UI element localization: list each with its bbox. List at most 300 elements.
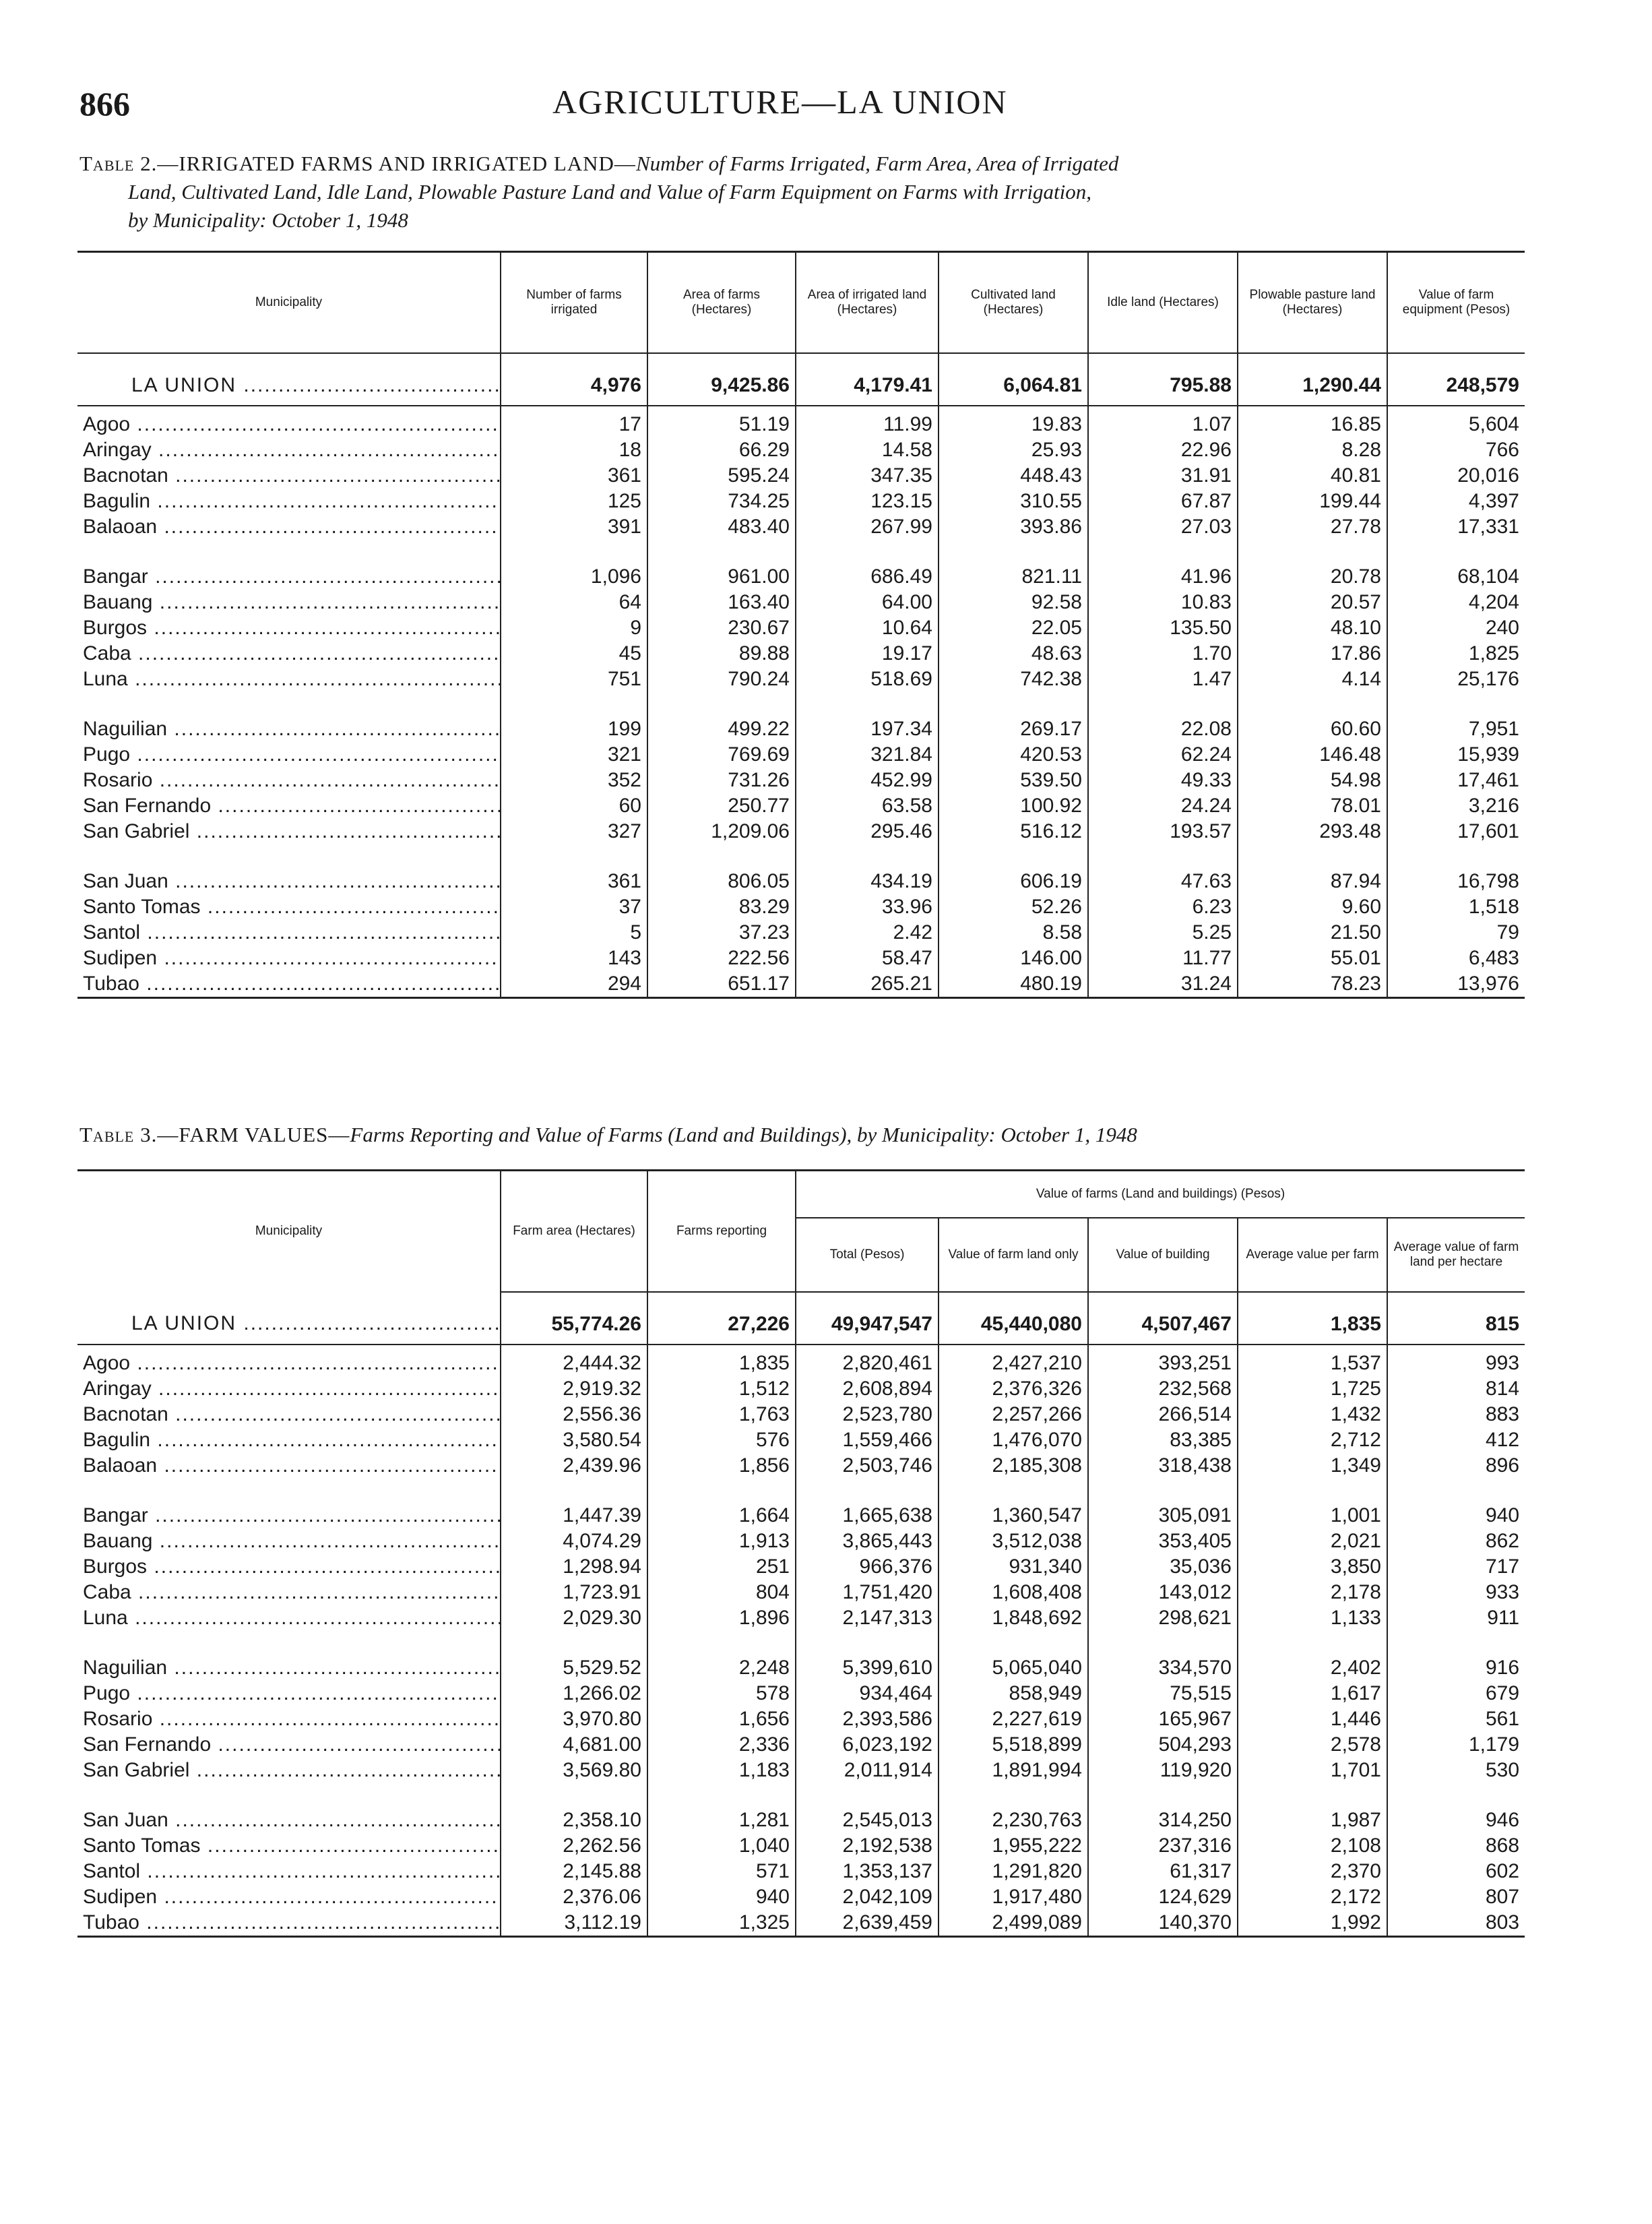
table-cell: 55.01 — [1238, 946, 1387, 971]
table3-row — [77, 1453, 1525, 1479]
table-cell: 66.29 — [647, 437, 796, 463]
table3-row — [77, 1479, 1525, 1528]
municipality-name: Santol ..... — [77, 1859, 501, 1884]
table-cell: 17.86 — [1238, 641, 1387, 667]
table-cell: 561 — [1387, 1706, 1525, 1732]
table-cell: 14.58 — [796, 437, 939, 463]
table3 — [77, 1169, 1525, 1938]
table-cell: 2,556.36 — [501, 1402, 647, 1427]
table-cell: 393.86 — [939, 514, 1088, 540]
table-cell: 67.87 — [1088, 489, 1238, 514]
table3-total-cell: 4,507,467 — [1088, 1292, 1238, 1345]
table-cell: 60.60 — [1238, 692, 1387, 742]
table2-row — [77, 894, 1525, 920]
table-cell: 940 — [1387, 1479, 1525, 1528]
table3-row — [77, 1605, 1525, 1631]
table-cell: 361 — [501, 463, 647, 489]
table2-row — [77, 540, 1525, 590]
table3-caption-lead: Table 3.—FARM VALUES— — [80, 1123, 350, 1146]
municipality-name: Bagulin ..... — [77, 489, 501, 514]
table2-row — [77, 641, 1525, 667]
table-cell: 15,939 — [1387, 742, 1525, 768]
table-cell: 1,656 — [647, 1706, 796, 1732]
table-cell: 868 — [1387, 1833, 1525, 1859]
table-cell: 37.23 — [647, 920, 796, 946]
municipality-name: Luna ..... — [77, 1605, 501, 1631]
municipality-name: Pugo ..... — [77, 742, 501, 768]
municipality-name: San Gabriel ..... — [77, 819, 501, 844]
table-cell: 961.00 — [647, 540, 796, 590]
table-cell: 1,608,408 — [939, 1580, 1088, 1605]
table-cell: 19.83 — [939, 406, 1088, 437]
municipality-name: Santo Tomas ..... — [77, 1833, 501, 1859]
table2-total-name: LA UNION ..... — [77, 353, 501, 406]
table2-header-equipment: Value of farm equipment (Pesos) — [1387, 252, 1525, 353]
municipality-name: Tubao ..... — [77, 971, 501, 998]
table-cell: 1,835 — [647, 1345, 796, 1376]
table-cell: 87.94 — [1238, 844, 1387, 894]
table-cell: 1,446 — [1238, 1706, 1387, 1732]
table-cell: 931,340 — [939, 1554, 1088, 1580]
table-cell: 1,349 — [1238, 1453, 1387, 1479]
table2-row — [77, 844, 1525, 894]
municipality-name: Bauang ..... — [77, 590, 501, 615]
table-cell: 1,360,547 — [939, 1479, 1088, 1528]
table-cell: 11.77 — [1088, 946, 1238, 971]
table-cell: 123.15 — [796, 489, 939, 514]
table-cell: 530 — [1387, 1758, 1525, 1783]
table2-caption-line2: Land, Cultivated Land, Idle Land, Plowable Pasture Land and Value of Farm Equipment on Farms with Irrigation, — [128, 180, 1092, 204]
table3-header-top — [77, 1171, 1525, 1218]
table-cell: 10.83 — [1088, 590, 1238, 615]
table-cell: 305,091 — [1088, 1479, 1238, 1528]
table-cell: 334,570 — [1088, 1631, 1238, 1681]
table-cell: 539.50 — [939, 768, 1088, 793]
table3-row — [77, 1345, 1525, 1376]
table-cell: 251 — [647, 1554, 796, 1580]
table-cell: 966,376 — [796, 1554, 939, 1580]
table-cell: 1,825 — [1387, 641, 1525, 667]
table-cell: 1,617 — [1238, 1681, 1387, 1706]
table-cell: 516.12 — [939, 819, 1088, 844]
table3-header-farm-area: Farm area (Hectares) — [501, 1171, 647, 1292]
table-cell: 571 — [647, 1859, 796, 1884]
table-cell: 2,545,013 — [796, 1783, 939, 1833]
table-cell: 352 — [501, 768, 647, 793]
table-cell: 1,665,638 — [796, 1479, 939, 1528]
municipality-name: San Gabriel ..... — [77, 1758, 501, 1783]
table-cell: 10.64 — [796, 615, 939, 641]
table-cell: 146.00 — [939, 946, 1088, 971]
table-cell: 6,023,192 — [796, 1732, 939, 1758]
table-cell: 62.24 — [1088, 742, 1238, 768]
table-cell: 1,133 — [1238, 1605, 1387, 1631]
table-cell: 448.43 — [939, 463, 1088, 489]
table-cell: 412 — [1387, 1427, 1525, 1453]
table-cell: 17 — [501, 406, 647, 437]
table3-caption — [80, 1121, 1137, 1149]
table-cell: 858,949 — [939, 1681, 1088, 1706]
table-cell: 2,178 — [1238, 1580, 1387, 1605]
table-cell: 1,955,222 — [939, 1833, 1088, 1859]
table-cell: 124,629 — [1088, 1884, 1238, 1910]
table-cell: 1,891,994 — [939, 1758, 1088, 1783]
table-cell: 717 — [1387, 1554, 1525, 1580]
table2-header-irrigated-area: Area of irrigated land (Hectares) — [796, 252, 939, 353]
table2-header — [77, 252, 1525, 353]
table3-header-farms-reporting: Farms reporting — [647, 1171, 796, 1292]
table-cell: 1.47 — [1088, 667, 1238, 692]
table-cell: 1,281 — [647, 1783, 796, 1833]
table3-header-value-group: Value of farms (Land and buildings) (Pesos) — [796, 1171, 1525, 1218]
table-cell: 240 — [1387, 615, 1525, 641]
table2-row — [77, 437, 1525, 463]
table-cell: 6,483 — [1387, 946, 1525, 971]
municipality-name: Sudipen ..... — [77, 1884, 501, 1910]
table-cell: 933 — [1387, 1580, 1525, 1605]
table3-row — [77, 1833, 1525, 1859]
table-cell: 48.10 — [1238, 615, 1387, 641]
table-cell: 40.81 — [1238, 463, 1387, 489]
table2-caption-line3: by Municipality: October 1, 1948 — [128, 208, 408, 232]
table-cell: 321 — [501, 742, 647, 768]
table-cell: 806.05 — [647, 844, 796, 894]
table-cell: 163.40 — [647, 590, 796, 615]
table-cell: 135.50 — [1088, 615, 1238, 641]
table-cell: 1,751,420 — [796, 1580, 939, 1605]
table-cell: 20.78 — [1238, 540, 1387, 590]
table-cell: 2,427,210 — [939, 1345, 1088, 1376]
table-cell: 1,896 — [647, 1605, 796, 1631]
municipality-name: San Fernando ..... — [77, 793, 501, 819]
table-cell: 8.28 — [1238, 437, 1387, 463]
table-cell: 2,393,586 — [796, 1706, 939, 1732]
table-cell: 2,578 — [1238, 1732, 1387, 1758]
table-cell: 197.34 — [796, 692, 939, 742]
table-cell: 814 — [1387, 1376, 1525, 1402]
table-cell: 1,917,480 — [939, 1884, 1088, 1910]
table2-total-cell: 6,064.81 — [939, 353, 1088, 406]
table-cell: 2,011,914 — [796, 1758, 939, 1783]
table2-row — [77, 742, 1525, 768]
table3-row — [77, 1528, 1525, 1554]
table-cell: 2,503,746 — [796, 1453, 939, 1479]
table-cell: 2,262.56 — [501, 1833, 647, 1859]
table2-row — [77, 946, 1525, 971]
table-cell: 393,251 — [1088, 1345, 1238, 1376]
table-cell: 25.93 — [939, 437, 1088, 463]
table3-body — [77, 1292, 1525, 1937]
table-cell: 27.78 — [1238, 514, 1387, 540]
table2-row — [77, 793, 1525, 819]
municipality-name: Aringay ..... — [77, 1376, 501, 1402]
table2-total-cell: 1,290.44 — [1238, 353, 1387, 406]
table3-row — [77, 1783, 1525, 1833]
municipality-name: Pugo ..... — [77, 1681, 501, 1706]
table-cell: 1,701 — [1238, 1758, 1387, 1783]
table2-total-cell: 4,976 — [501, 353, 647, 406]
table2-header-farm-area: Area of farms (Hectares) — [647, 252, 796, 353]
table3-row — [77, 1427, 1525, 1453]
table-cell: 2,712 — [1238, 1427, 1387, 1453]
table-cell: 2,376.06 — [501, 1884, 647, 1910]
table-cell: 2,192,538 — [796, 1833, 939, 1859]
table3-row — [77, 1706, 1525, 1732]
municipality-name: San Fernando ..... — [77, 1732, 501, 1758]
table-cell: 769.69 — [647, 742, 796, 768]
table2-row — [77, 768, 1525, 793]
table-cell: 17,331 — [1387, 514, 1525, 540]
table-cell: 1,432 — [1238, 1402, 1387, 1427]
municipality-name: Naguilian ..... — [77, 1631, 501, 1681]
table-cell: 3,112.19 — [501, 1910, 647, 1937]
table2 — [77, 251, 1525, 999]
table-cell: 269.17 — [939, 692, 1088, 742]
table-cell: 361 — [501, 844, 647, 894]
table-cell: 33.96 — [796, 894, 939, 920]
municipality-name: Caba ..... — [77, 1580, 501, 1605]
table-cell: 1,992 — [1238, 1910, 1387, 1937]
table2-caption — [80, 150, 1118, 235]
table-cell: 807 — [1387, 1884, 1525, 1910]
table-cell: 310.55 — [939, 489, 1088, 514]
table-cell: 1,266.02 — [501, 1681, 647, 1706]
municipality-name: Naguilian ..... — [77, 692, 501, 742]
table-cell: 143 — [501, 946, 647, 971]
table-cell: 1,298.94 — [501, 1554, 647, 1580]
table-cell: 1,913 — [647, 1528, 796, 1554]
table2-total-cell: 248,579 — [1387, 353, 1525, 406]
table-cell: 2,021 — [1238, 1528, 1387, 1554]
table3-row — [77, 1732, 1525, 1758]
table3-row — [77, 1402, 1525, 1427]
table-cell: 480.19 — [939, 971, 1088, 998]
table-cell: 391 — [501, 514, 647, 540]
table-cell: 1,040 — [647, 1833, 796, 1859]
table-cell: 48.63 — [939, 641, 1088, 667]
table-cell: 232,568 — [1088, 1376, 1238, 1402]
table-cell: 2,499,089 — [939, 1910, 1088, 1937]
municipality-name: Bauang ..... — [77, 1528, 501, 1554]
table-cell: 1,725 — [1238, 1376, 1387, 1402]
table-cell: 602 — [1387, 1859, 1525, 1884]
table-cell: 89.88 — [647, 641, 796, 667]
table-cell: 4,397 — [1387, 489, 1525, 514]
table-cell: 22.08 — [1088, 692, 1238, 742]
table-cell: 64.00 — [796, 590, 939, 615]
table3-row — [77, 1681, 1525, 1706]
municipality-name: Tubao ..... — [77, 1910, 501, 1937]
table3-header-building: Value of building — [1088, 1218, 1238, 1292]
table-cell: 60 — [501, 793, 647, 819]
table-cell: 327 — [501, 819, 647, 844]
table-cell: 434.19 — [796, 844, 939, 894]
municipality-name: San Juan ..... — [77, 1783, 501, 1833]
table-cell: 31.24 — [1088, 971, 1238, 998]
table-cell: 79 — [1387, 920, 1525, 946]
table3-row — [77, 1580, 1525, 1605]
table-cell: 2,108 — [1238, 1833, 1387, 1859]
table-cell: 911 — [1387, 1605, 1525, 1631]
table-cell: 3,512,038 — [939, 1528, 1088, 1554]
table2-row — [77, 819, 1525, 844]
table-cell: 49.33 — [1088, 768, 1238, 793]
table-cell: 1,179 — [1387, 1732, 1525, 1758]
table-cell: 804 — [647, 1580, 796, 1605]
table-cell: 64 — [501, 590, 647, 615]
table-cell: 25,176 — [1387, 667, 1525, 692]
table-cell: 595.24 — [647, 463, 796, 489]
table2-total-cell: 795.88 — [1088, 353, 1238, 406]
table-cell: 1,476,070 — [939, 1427, 1088, 1453]
table-cell: 6.23 — [1088, 894, 1238, 920]
table3-total-cell: 815 — [1387, 1292, 1525, 1345]
table-cell: 78.23 — [1238, 971, 1387, 998]
table-cell: 2,820,461 — [796, 1345, 939, 1376]
table-cell: 751 — [501, 667, 647, 692]
table-cell: 1,664 — [647, 1479, 796, 1528]
table-cell: 1,325 — [647, 1910, 796, 1937]
table-cell: 742.38 — [939, 667, 1088, 692]
table-cell: 3,865,443 — [796, 1528, 939, 1554]
table2-row — [77, 514, 1525, 540]
table-cell: 37 — [501, 894, 647, 920]
table3-row — [77, 1910, 1525, 1937]
municipality-name: Aringay ..... — [77, 437, 501, 463]
table-cell: 140,370 — [1088, 1910, 1238, 1937]
table-cell: 576 — [647, 1427, 796, 1453]
table-cell: 75,515 — [1088, 1681, 1238, 1706]
municipality-name: Balaoan ..... — [77, 1453, 501, 1479]
table-cell: 146.48 — [1238, 742, 1387, 768]
table-cell: 52.26 — [939, 894, 1088, 920]
municipality-name: Sudipen ..... — [77, 946, 501, 971]
table-cell: 4,074.29 — [501, 1528, 647, 1554]
municipality-name: Burgos ..... — [77, 1554, 501, 1580]
table-cell: 1,291,820 — [939, 1859, 1088, 1884]
table-cell: 686.49 — [796, 540, 939, 590]
table-cell: 298,621 — [1088, 1605, 1238, 1631]
table-cell: 4.14 — [1238, 667, 1387, 692]
table-cell: 3,850 — [1238, 1554, 1387, 1580]
table-cell: 199 — [501, 692, 647, 742]
table-cell: 314,250 — [1088, 1783, 1238, 1833]
table3-total-row — [77, 1292, 1525, 1345]
table-cell: 321.84 — [796, 742, 939, 768]
table-cell: 119,920 — [1088, 1758, 1238, 1783]
table-cell: 293.48 — [1238, 819, 1387, 844]
table-cell: 1,096 — [501, 540, 647, 590]
table-cell: 78.01 — [1238, 793, 1387, 819]
municipality-name: Bagulin ..... — [77, 1427, 501, 1453]
table-cell: 222.56 — [647, 946, 796, 971]
table-cell: 766 — [1387, 437, 1525, 463]
table-cell: 3,569.80 — [501, 1758, 647, 1783]
table-cell: 230.67 — [647, 615, 796, 641]
table-cell: 2,257,266 — [939, 1402, 1088, 1427]
table-cell: 68,104 — [1387, 540, 1525, 590]
table-cell: 7,951 — [1387, 692, 1525, 742]
table-cell: 606.19 — [939, 844, 1088, 894]
table-cell: 1,723.91 — [501, 1580, 647, 1605]
table-cell: 51.19 — [647, 406, 796, 437]
table-cell: 578 — [647, 1681, 796, 1706]
table-cell: 2,336 — [647, 1732, 796, 1758]
municipality-name: Burgos ..... — [77, 615, 501, 641]
table-cell: 31.91 — [1088, 463, 1238, 489]
table-cell: 295.46 — [796, 819, 939, 844]
table-cell: 940 — [647, 1884, 796, 1910]
table-cell: 54.98 — [1238, 768, 1387, 793]
table-cell: 5,518,899 — [939, 1732, 1088, 1758]
table-cell: 420.53 — [939, 742, 1088, 768]
table2-row — [77, 406, 1525, 437]
table-cell: 58.47 — [796, 946, 939, 971]
table3-header-land-only: Value of farm land only — [939, 1218, 1088, 1292]
table3-row — [77, 1631, 1525, 1681]
table-cell: 2,185,308 — [939, 1453, 1088, 1479]
table-cell: 1,856 — [647, 1453, 796, 1479]
table3-row — [77, 1554, 1525, 1580]
table-cell: 790.24 — [647, 667, 796, 692]
table-cell: 862 — [1387, 1528, 1525, 1554]
table2-caption-lead: Table 2.—IRRIGATED FARMS AND IRRIGATED LAND— — [80, 152, 636, 175]
municipality-name: Rosario ..... — [77, 1706, 501, 1732]
table-cell: 2,145.88 — [501, 1859, 647, 1884]
table-cell: 1,518 — [1387, 894, 1525, 920]
running-head: AGRICULTURE—LA UNION — [552, 83, 1008, 121]
table-cell: 2,172 — [1238, 1884, 1387, 1910]
table-cell: 100.92 — [939, 793, 1088, 819]
table-cell: 946 — [1387, 1783, 1525, 1833]
table-cell: 92.58 — [939, 590, 1088, 615]
table-cell: 83,385 — [1088, 1427, 1238, 1453]
table-cell: 24.24 — [1088, 793, 1238, 819]
municipality-name: San Juan ..... — [77, 844, 501, 894]
table-cell: 5 — [501, 920, 647, 946]
table-cell: 2,370 — [1238, 1859, 1387, 1884]
table2-row — [77, 489, 1525, 514]
table-cell: 1,209.06 — [647, 819, 796, 844]
table-cell: 1,512 — [647, 1376, 796, 1402]
table-cell: 193.57 — [1088, 819, 1238, 844]
table-cell: 83.29 — [647, 894, 796, 920]
table2-header-cultivated: Cultivated land (Hectares) — [939, 252, 1088, 353]
table-cell: 353,405 — [1088, 1528, 1238, 1554]
table-cell: 1,537 — [1238, 1345, 1387, 1376]
table-cell: 13,976 — [1387, 971, 1525, 998]
table3-row — [77, 1376, 1525, 1402]
table-cell: 347.35 — [796, 463, 939, 489]
table-cell: 35,036 — [1088, 1554, 1238, 1580]
table-cell: 2.42 — [796, 920, 939, 946]
table-cell: 8.58 — [939, 920, 1088, 946]
table3-caption-rest: Farms Reporting and Value of Farms (Land and Buildings), by Municipality: October 1, 1948 — [350, 1123, 1137, 1146]
municipality-name: Bacnotan ..... — [77, 1402, 501, 1427]
table-cell: 2,248 — [647, 1631, 796, 1681]
table-cell: 2,376,326 — [939, 1376, 1088, 1402]
table-cell: 17,601 — [1387, 819, 1525, 844]
table-cell: 483.40 — [647, 514, 796, 540]
table-cell: 16.85 — [1238, 406, 1387, 437]
table2-row — [77, 615, 1525, 641]
table-cell: 934,464 — [796, 1681, 939, 1706]
table-cell: 2,608,894 — [796, 1376, 939, 1402]
table2-row — [77, 590, 1525, 615]
table-cell: 1,848,692 — [939, 1605, 1088, 1631]
table3-row — [77, 1884, 1525, 1910]
table-cell: 11.99 — [796, 406, 939, 437]
